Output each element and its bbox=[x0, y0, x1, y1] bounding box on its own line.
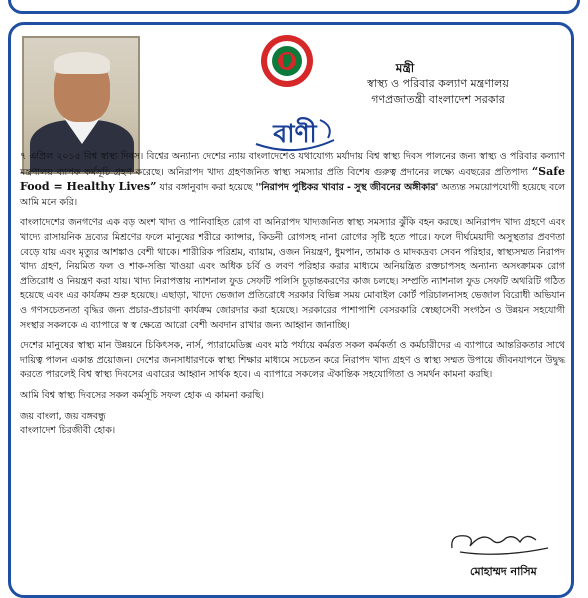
minister-header bbox=[318, 60, 558, 108]
closing-line-1: জয় বাংলা, জয় বঙ্গবন্ধু bbox=[20, 410, 106, 422]
theme-english: “Safe Food = Healthy Lives” bbox=[20, 164, 565, 194]
minister-title: মন্ত্রী bbox=[395, 61, 415, 75]
paragraph-health: বাংলাদেশের জনগণের এক বড় অংশ খাদ্য ও পানিবাহিত রোগ বা অনিরাপদ খাদ্যজনিত স্বাস্থ্য সমস্যার ঝুঁকি বহন করছে। অনিরাপদ খাদ্য গ্রহণে এবং খাদ্যে রাসায়নিক দ্রব্যের মিশ্রণের ফলে মানুষের শরীরে ক্যান্সার, কিডনী রোগসহ নানা রোগের সৃষ্টি হতে পারে। ফলে দীর্ঘমেয়াদী অসুস্থতার প্রবণতা বেড়ে যায় এবং মৃত্যুর আশঙ্কাও বেশী থাকে। শারীরিক পরিশ্রম, ব্যায়াম, ওজন নিয়ন্ত্রণ, ধুমপান, তামাক ও মাদকদ্রব্য সেবন পরিহার, স্বাস্থ্যসম্মত নিরাপদ খাদ্য গ্রহণ, নিয়মিত ফল ও শাক-সব্জি খাওয়া এবং অধিক চর্বি ও লবণ পরিহার করার মাধ্যমে অনিয়ন্ত্রিত রক্তচাপসহ অন্যান্য অসংক্রামক রোগ প্রতিরোধ ও নিয়ন্ত্রণ করা যায়। খাদ্য নিরাপত্তায় ন্যাশনাল ফুড সেফটি পলিসি চূড়ান্তকরণের কাজ চলছে। সম্প্রতি ন্যাশনাল ফুড সেফটি অথরিটি গঠিত হয়েছে এবং এর কার্যক্রম শুরু হয়েছে। এছাড়া, খাদ্যে ভেজাল প্রতিরোধে সরকার বিভিন্ন সময় মোবাইল কোর্ট পরিচালনাসহ ভেজাল বিরোধী অভিযান ও গণসচেতনতা বৃদ্ধির জন্য প্রচার-প্রচারণা কার্যক্রম জোরদার করা হয়েছে। সরকারের পাশাপাশি বেসরকারি স্বেচ্ছাসেবী সংগঠন ও উন্নয়ন সহযোগী সংস্থার সকলকে এ ব্যাপারে স্ব স্ব ক্ষেত্রে আরো বেশী অবদান রাখার জন্য আহ্বান জানাচ্ছি। bbox=[20, 217, 565, 331]
paragraph-workers: দেশের মানুষের স্বাস্থ্য মান উন্নয়নে চিকিৎসক, নার্স, প্যারামেডিক্স এবং মাঠ পর্যায়ে কর্মরত সকল কর্মকর্তা ও কর্মচারীদের এ ব্যাপারে আন্তরিকতার সাথে দায়িত্ব পালন একান্ত প্রয়োজন। দেশের জনসাধারণকে স্বাস্থ্য শিক্ষার মাধ্যমে সচেতন করে নিরাপদ খাদ্য গ্রহণ ও স্বাস্থ্য সম্মত উপায়ে জীবনযাপনে উদ্বুদ্ধ করতে পারলেই বিশ্ব স্বাস্থ্য দিবসের এবারের আহ্বান সার্থক হবে। এ ব্যাপারে সকলের ঐকান্তিক সহযোগিতা ও সমর্থন কামনা করছি। bbox=[20, 340, 565, 381]
government-name: গণপ্রজাতন্ত্রী বাংলাদেশ সরকার bbox=[371, 93, 505, 106]
message-heading: বাণী bbox=[273, 119, 317, 148]
signatory-name: মোহাম্মদ নাসিম bbox=[470, 565, 537, 578]
government-emblem-icon bbox=[259, 33, 315, 89]
ministry-name: স্বাস্থ্য ও পরিবার কল্যাণ মন্ত্রণালয় bbox=[367, 77, 509, 90]
message-body bbox=[20, 150, 565, 439]
paragraph-wish: আমি বিশ্ব স্বাস্থ্য দিবসের সকল কর্মসূচি সফল হোক এ কামনা করছি। bbox=[20, 389, 264, 401]
closing-line-2: বাংলাদেশ চিরজীবী হোক। bbox=[20, 425, 116, 437]
top-frame-border bbox=[8, 0, 580, 14]
theme-bangla: ''নিরাপদ পুষ্টিকর খাবার - সুস্থ জীবনের অঙ্গীকার' bbox=[255, 182, 439, 194]
signature-image bbox=[440, 522, 560, 562]
paragraph-intro: ৭ এপ্রিল ২০১৫ বিশ্ব স্বাস্থ্য দিবস। বিশ্বের অন্যান্য দেশের ন্যায় বাংলাদেশেও যথাযোগ্য মর্যাদায় বিশ্ব স্বাস্থ্য দিবস পালনের জন্য স্বাস্থ্য ও পরিবার কল্যাণ মন্ত্রণালয় ব্যাপক কর্মসূচি গ্রহণ করেছে। অনিরাপদ খাদ্য গ্রহণজনিত স্বাস্থ্য সমস্যার প্রতি বিশেষ গুরুত্ব প্রদানের লক্ষ্যে এবছরের প্রতিপাদ্য “Safe Food = Healthy Lives” যার বঙ্গানুবাদ করা হয়েছে ''নিরাপদ পুষ্টিকর খাবার - সুস্থ জীবনের অঙ্গীকার' অত্যন্ত সময়োপযোগী হয়েছে বলে আমি মনে করি। bbox=[20, 151, 565, 208]
closing-lines bbox=[20, 410, 565, 439]
